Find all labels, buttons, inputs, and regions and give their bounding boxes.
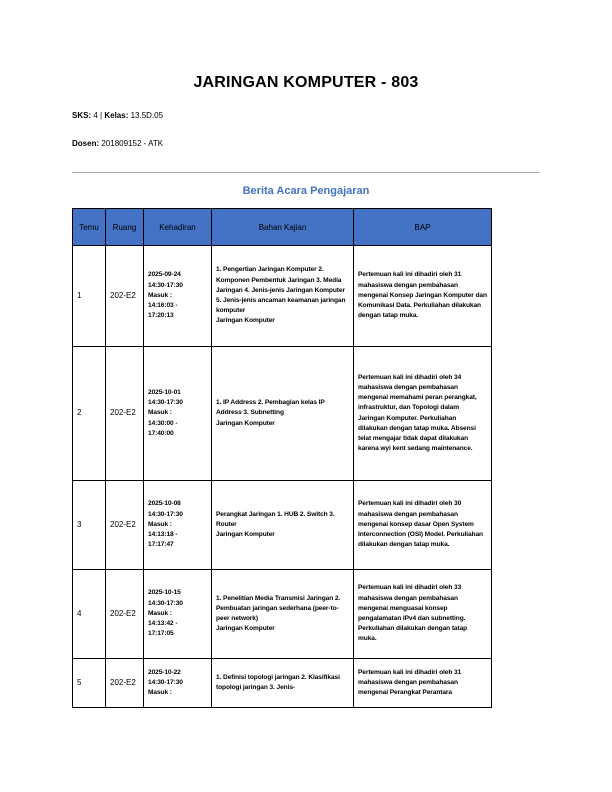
lecturer-meta-line	[72, 139, 163, 148]
header-bahan-kajian: Bahan Kajian	[212, 209, 354, 246]
page-title: JARINGAN KOMPUTER - 803	[193, 74, 419, 91]
kelas-value: 13.5D.05	[130, 111, 164, 120]
table-row	[73, 481, 492, 570]
kelas-label: Kelas:	[104, 111, 129, 120]
dosen-label: Dosen:	[72, 139, 100, 148]
cell-kehadiran: 2025-10-15 14:30-17:30 Masuk : 14:13:42 - 17:17:05	[144, 570, 212, 659]
cell-bap: Pertemuan kali ini dihadiri oleh 33 mahasiswa dengan pembahasan mengenai menguasai konsep pengalamatan IPv4 dan subnetting. Perkuliahan dilakukan dengan tatap muka.	[354, 570, 492, 659]
sks-label: SKS:	[72, 111, 92, 120]
cell-kehadiran: 2025-09-24 14:30-17:30 Masuk : 14:16:03 - 17:20:13	[144, 246, 212, 347]
cell-temu: 2	[73, 347, 106, 481]
cell-ruang: 202-E2	[106, 347, 144, 481]
cell-bahan-kajian: 1. IP Address 2. Pembagian kelas IP Address 3. Subnetting Jaringan Komputer	[212, 347, 354, 481]
table-header-row	[73, 209, 492, 246]
header-kehadiran: Kehadiran	[144, 209, 212, 246]
cell-kehadiran: 2025-10-01 14:30-17:30 Masuk : 14:30:00 - 17:40:00	[144, 347, 212, 481]
table-row	[73, 347, 492, 481]
table-row	[73, 659, 492, 708]
dosen-value: 201809152 - ATK	[101, 139, 164, 148]
cell-bap: Pertemuan kali ini dihadiri oleh 31 mahasiswa dengan pembahasan mengenai Konsep Jaringan Komputer dan Komunikasi Data. Perkuliahan dilakukan dengan tatap muka.	[354, 246, 492, 347]
cell-bap: Pertemuan kali ini dihadiri oleh 30 mahasiswa dengan pembahasan mengenai konsep dasar Open System Interconnection (OSI) Model. Perkuliahan dilakukan dengan tatap muka.	[354, 481, 492, 570]
cell-ruang: 202-E2	[106, 246, 144, 347]
cell-bahan-kajian: 1. Definisi topologi jaringan 2. Klasifikasi topologi jaringan 3. Jenis-	[212, 659, 354, 708]
cell-temu: 3	[73, 481, 106, 570]
cell-temu: 4	[73, 570, 106, 659]
header-ruang: Ruang	[106, 209, 144, 246]
sks-value: 4	[93, 111, 98, 120]
cell-kehadiran: 2025-10-22 14:30-17:30 Masuk :	[144, 659, 212, 708]
divider	[72, 172, 540, 173]
cell-bap: Pertemuan kali ini dihadiri oleh 31 mahasiswa dengan pembahasan mengenai Perangkat Perantara	[354, 659, 492, 708]
cell-bahan-kajian: Perangkat Jaringan 1. HUB 2. Switch 3. Router Jaringan Komputer	[212, 481, 354, 570]
course-meta-line	[72, 111, 163, 120]
cell-temu: 5	[73, 659, 106, 708]
cell-temu: 1	[73, 246, 106, 347]
table-row	[73, 570, 492, 659]
cell-bahan-kajian: 1. Pengertian Jaringan Komputer 2. Komponen Pembentuk Jaringan 3. Media Jaringan 4. Jenis-jenis Jaringan Komputer 5. Jenis-jenis ancaman keamanan jaringan komputer Jaringan Komputer	[212, 246, 354, 347]
header-bap: BAP	[354, 209, 492, 246]
meta-separator: |	[100, 111, 103, 120]
header-temu: Temu	[73, 209, 106, 246]
table-row	[73, 246, 492, 347]
cell-bahan-kajian: 1. Penelitian Media Transmisi Jaringan 2. Pembuatan jaringan sederhana (peer-to-peer network) Jaringan Komputer	[212, 570, 354, 659]
section-title: Berita Acara Pengajaran	[242, 185, 370, 197]
bap-table	[72, 208, 492, 708]
cell-ruang: 202-E2	[106, 481, 144, 570]
cell-ruang: 202-E2	[106, 570, 144, 659]
cell-bap: Pertemuan kali ini dihadiri oleh 34 mahasiswa dengan pembahasan mengenai memahami peran perangkat, infrastruktur, dan Topologi dalam Jaringan Komputer. Perkuliahan dilakukan dengan tatap muka. Absensi telat mengajar tidak dapat dilakukan karena wyi kent sedang maintenance.	[354, 347, 492, 481]
cell-ruang: 202-E2	[106, 659, 144, 708]
cell-kehadiran: 2025-10-08 14:30-17:30 Masuk : 14:13:18 - 17:17:47	[144, 481, 212, 570]
